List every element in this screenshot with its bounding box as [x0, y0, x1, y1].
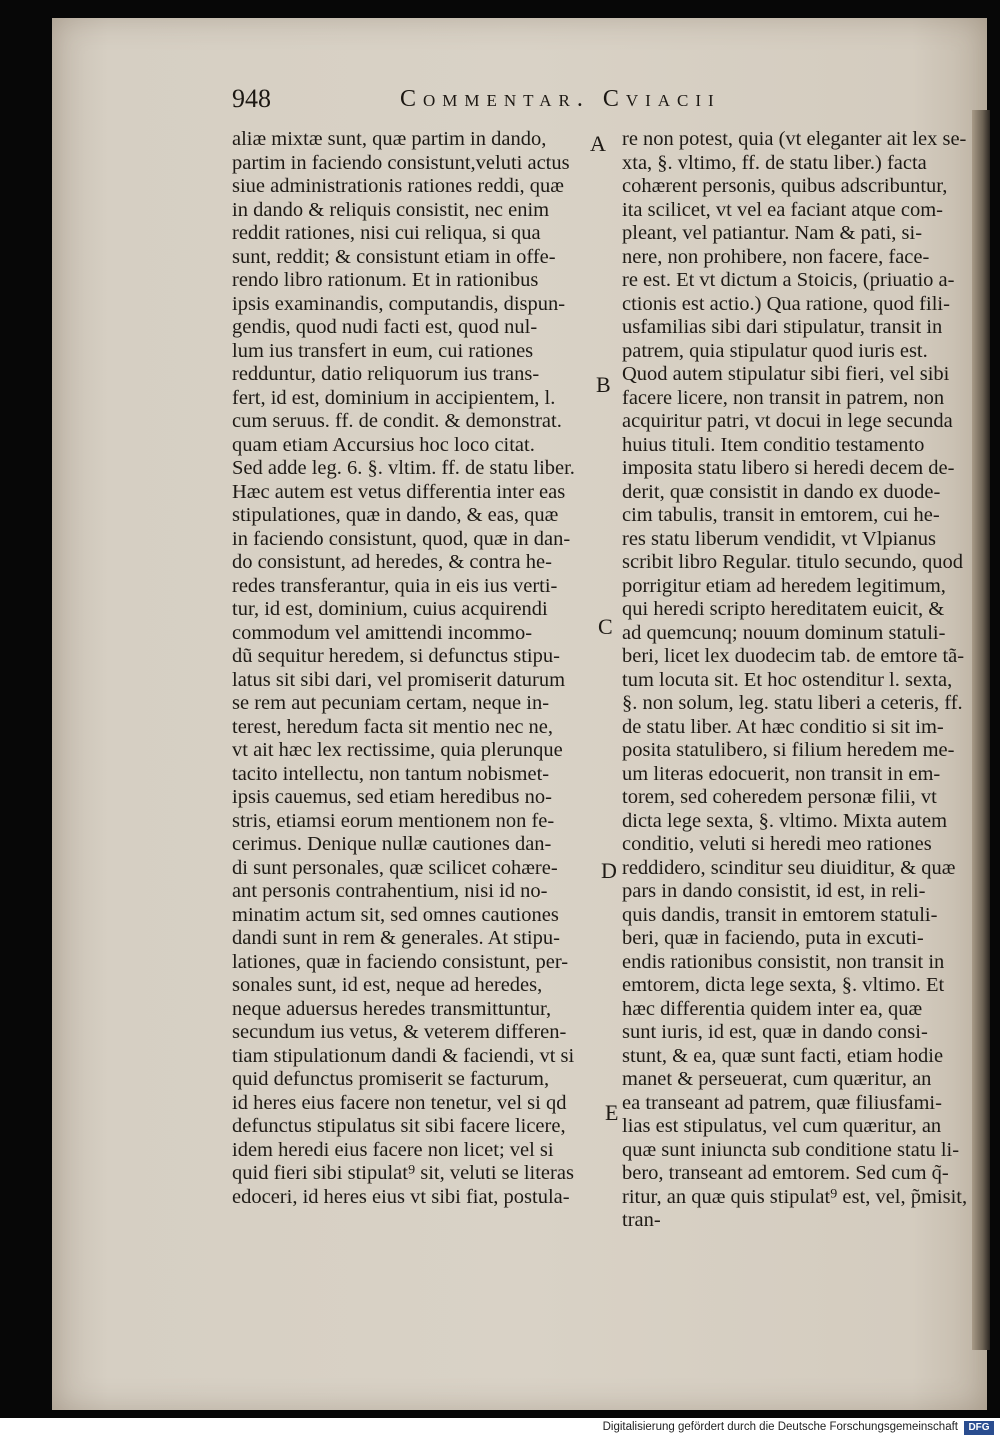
text-line: porrigitur etiam ad heredem legitimum, [622, 574, 946, 597]
text-line: ad quemcunq; nouum dominum statuli- [622, 621, 946, 644]
text-line: re est. Et vt dictum a Stoicis, (priuatio a- [622, 269, 955, 291]
text-line: sonales sunt, id est, neque ad heredes, [232, 974, 543, 996]
text-line: di sunt personales, quæ scilicet cohære- [232, 856, 558, 879]
text-line: quid defunctus promiserit se facturum, [232, 1068, 550, 1090]
text-line: dũ sequitur heredem, si defunctus stipu- [232, 645, 560, 667]
text-line: neque aduersus heredes transmittuntur, [232, 997, 552, 1020]
running-head [230, 82, 990, 122]
text-line: ant personis contrahentium, nisi id no- [232, 880, 548, 902]
text-line: usfamilias sibi dari stipulatur, transit in [622, 316, 943, 338]
text-line: tran- [622, 1209, 661, 1231]
right-text-column [622, 128, 977, 1233]
text-line: cerimus. Denique nullæ cautiones dan- [232, 833, 552, 855]
text-line: lationes, quæ in faciendo consistunt, per- [232, 950, 569, 973]
text-line: quid fieri sibi stipulat⁹ sit, veluti se literas [232, 1162, 574, 1184]
text-line: posita statulibero, si filium heredem me- [622, 739, 955, 761]
text-line: ipsis examinandis, computandis, dispun- [232, 292, 566, 315]
text-line: aliæ mixtæ sunt, quæ partim in dando, [232, 128, 547, 150]
text-line: minatim actum sit, sed omnes cautiones [232, 903, 559, 926]
text-line: quam etiam Accursius hoc loco citat. [232, 433, 535, 456]
text-line: stris, etiamsi eorum mentionem non fe- [232, 809, 555, 832]
footer-bar [0, 1418, 1000, 1439]
text-line: ea transeant ad patrem, quæ filiusfami- [622, 1091, 942, 1114]
text-line: partim in faciendo consistunt,veluti actus [232, 151, 570, 174]
funding-credit: Digitalisierung gefördert durch die Deutsche Forschungsgemeinschaft [602, 1421, 958, 1433]
margin-letter-b: B [596, 372, 611, 397]
text-line: lum ius transfert in eum, cui rationes [232, 339, 534, 362]
text-line: Hæc autem est vetus differentia inter eas [232, 480, 566, 503]
left-text-column [232, 128, 592, 1209]
text-line: fert, id est, dominium in accipientem, l. [232, 386, 556, 409]
text-line: dandi sunt in rem & generales. At stipu- [232, 927, 560, 949]
margin-letter-c: C [598, 614, 613, 639]
text-line: §. non solum, leg. statu liberi a ceteris, ff. [622, 692, 963, 714]
text-line: bero, transeant ad emtorem. Sed cum q̃- [622, 1162, 949, 1184]
text-line: res statu liberum vendidit, vt Vlpianus [622, 527, 936, 550]
text-line: scribit libro Regular. titulo secundo, quod [622, 551, 964, 573]
text-line: sunt, reddit; & consistunt etiam in offe- [232, 245, 556, 268]
text-line: reddit rationes, nisi cui reliqua, si qua [232, 222, 541, 244]
text-line: hæc differentia quidem inter ea, quæ [622, 997, 923, 1020]
text-line: Sed adde leg. 6. §. vltim. ff. de statu liber. [232, 457, 575, 479]
text-line: facere licere, non transit in patrem, non [622, 386, 945, 409]
text-line: edoceri, id heres eius vt sibi fiat, postula- [232, 1185, 570, 1208]
margin-letter-d: D [601, 858, 617, 883]
text-line: re non potest, quia (vt eleganter ait lex se- [622, 128, 967, 150]
text-line: redduntur, datio reliquorum ius trans- [232, 363, 540, 385]
page-number: 948 [232, 84, 271, 113]
text-line: secundum ius vetus, & veterem differen- [232, 1021, 567, 1043]
text-line: beri, quæ in faciendo, puta in excuti- [622, 927, 924, 949]
text-line: quæ sunt iniuncta sub conditione statu li- [622, 1138, 960, 1161]
text-line: stunt, & ea, quæ sunt facti, etiam hodie [622, 1044, 944, 1067]
text-line: in dando & reliquis consistit, nec enim [232, 198, 550, 221]
text-line: pleant, vel patiantur. Nam & pati, si- [622, 222, 923, 244]
text-line: tiam stipulationum dandi & faciendi, vt si [232, 1044, 575, 1067]
text-line: pars in dando consistit, id est, in reli- [622, 880, 926, 902]
text-line: gendis, quod nudi facti est, quod nul- [232, 316, 538, 338]
text-line: tum locuta sit. Et hoc ostenditur l. sexta, [622, 668, 953, 691]
text-line: acquiritur patri, vt docui in lege secunda [622, 410, 953, 432]
dfg-logo: DFG [964, 1421, 994, 1435]
text-line: emtorem, dicta lege sexta, §. vltimo. Et [622, 974, 945, 996]
text-line: Quod autem stipulatur sibi fieri, vel sibi [622, 363, 950, 385]
text-line: cim tabulis, transit in emtorem, cui he- [622, 504, 940, 526]
text-line: quis dandis, transit in emtorem statuli- [622, 903, 938, 926]
text-line: xta, §. vltimo, ff. de statu liber.) facta [622, 151, 927, 174]
margin-letter-e: E [605, 1100, 619, 1125]
text-line: ipsis cauemus, sed etiam heredibus no- [232, 786, 552, 808]
text-line: rendo libro rationum. Et in rationibus [232, 269, 539, 291]
text-line: terest, heredum facta sit mentio nec ne, [232, 715, 554, 738]
text-line: stipulationes, quæ in dando, & eas, quæ [232, 504, 559, 526]
text-line: beri, licet lex duodecim tab. de emtore tã- [622, 645, 965, 667]
text-line: ita scilicet, vt vel ea faciant atque com- [622, 198, 944, 221]
text-line: um literas edocuerit, non transit in em- [622, 762, 941, 785]
text-line: manet & perseuerat, cum quæritur, an [622, 1068, 932, 1090]
text-line: huius tituli. Item conditio testamento [622, 433, 925, 456]
margin-letter-a: A [590, 131, 606, 156]
text-line: defunctus stipulatus sit sibi facere licere, [232, 1115, 566, 1137]
text-line: se rem aut pecuniam certam, neque in- [232, 692, 550, 714]
text-line: torem, sed coheredem personæ filii, vt [622, 786, 937, 808]
text-line: sunt iuris, id est, quæ in dando consi- [622, 1021, 928, 1043]
text-line: reddidero, scinditur seu diuiditur, & quæ [622, 856, 956, 879]
text-line: endis rationibus consistit, non transit in [622, 950, 945, 973]
text-line: imposita statu libero si heredi decem de- [622, 457, 955, 479]
text-line: tur, id est, dominium, cuius acquirendi [232, 598, 548, 620]
text-line: latus sit sibi dari, vel promiserit daturum [232, 668, 566, 691]
running-title: Commentar. Cviacii [400, 86, 721, 112]
text-line: dicta lege sexta, §. vltimo. Mixta autem [622, 809, 948, 832]
text-line: derit, quæ consistit in dando ex duode- [622, 480, 941, 503]
text-line: patrem, quia stipulatur quod iuris est. [622, 339, 928, 362]
text-line: idem heredi eius facere non licet; vel si [232, 1138, 554, 1161]
text-line: commodum vel amittendi incommo- [232, 621, 533, 644]
text-line: conditio, veluti si heredi meo rationes [622, 833, 932, 855]
text-line: lias est stipulatus, vel cum quæritur, an [622, 1115, 942, 1137]
text-line: do consistunt, ad heredes, & contra he- [232, 551, 552, 573]
text-line: vt ait hæc lex rectissime, quia plerunque [232, 739, 563, 761]
text-line: de statu liber. At hæc conditio si sit im- [622, 715, 944, 738]
text-line: siue administrationis rationes reddi, quæ [232, 175, 564, 197]
text-line: qui heredi scripto hereditatem euicit, & [622, 598, 945, 620]
text-line: nere, non prohibere, non facere, face- [622, 245, 930, 268]
text-line: tacito intellectu, non tantum nobismet- [232, 762, 550, 785]
text-line: in faciendo consistunt, quod, quæ in dan- [232, 527, 571, 550]
text-line: id heres eius facere non tenetur, vel si qd [232, 1091, 567, 1114]
text-line: ctionis est actio.) Qua ratione, quod fili- [622, 292, 950, 315]
text-line: redes transferantur, quia in eis ius verti- [232, 574, 558, 597]
text-line: cohærent personis, quibus adscribuntur, [622, 175, 948, 197]
text-line: cum seruus. ff. de condit. & demonstrat. [232, 410, 562, 432]
text-line: ritur, an quæ quis stipulat⁹ est, vel, p̃misit, [622, 1185, 968, 1208]
